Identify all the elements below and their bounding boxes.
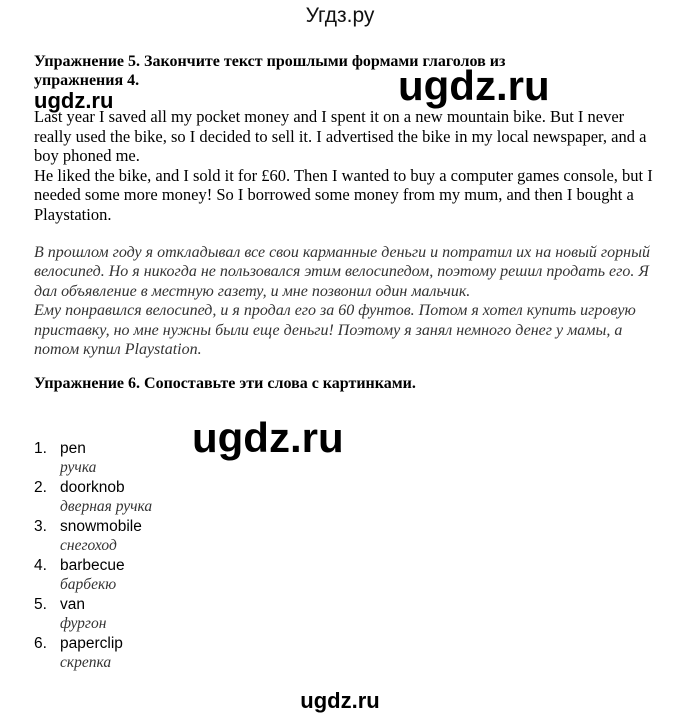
english-paragraph-2: He liked the bike, and I sold it for £60. Then I wanted to buy a computer games console, but I needed some more money! So I borrowed some money from my mum, and then I bought a Playstation. [34,165,653,224]
item-translation: ручка [60,459,97,476]
english-paragraph-1: Last year I saved all my pocket money and I spent it on a new mountain bike. But I never really used the bike, so I decided to sell it. I advertised the bike in my local newspaper, and a boy phoned me. [34,107,647,165]
item-word: van [60,596,85,613]
exercise-5-russian-text [34,243,654,359]
item-word: snowmobile [60,518,142,535]
item-translation: дверная ручка [60,498,153,515]
item-translation: снегоход [60,537,117,554]
watermark-large-middle: ugdz.ru [192,414,344,461]
exercise-5-english-text [34,107,654,224]
item-translation: барбекю [60,576,117,593]
item-word: paperclip [60,635,123,652]
item-number: 2. [34,479,47,496]
watermark-small: ugdz.ru [34,88,114,113]
item-number: 3. [34,518,47,535]
item-translation: скрепка [60,654,112,671]
item-number: 5. [34,596,47,613]
watermark-bottom: ugdz.ru [300,688,380,713]
item-number: 6. [34,635,47,652]
item-number: 4. [34,557,47,574]
exercise-6-heading: Упражнение 6. Сопоставьте эти слова с картинками. [34,375,416,392]
item-word: pen [60,440,86,457]
site-title: Угдз.ру [305,4,375,27]
item-number: 1. [34,440,47,457]
item-translation: фургон [60,615,107,632]
russian-paragraph-2: Ему понравился велосипед, и я продал его за 60 фунтов. Потом я хотел купить игровую приставку, но мне нужны были еще деньги! Поэтому я занял немного денег у мамы, а потом купил Playstation. [34,302,636,359]
item-word: doorknob [60,479,125,496]
russian-paragraph-1: В прошлом году я откладывал все свои карманные деньги и потратил их на новый горный велосипед. Но я никогда не пользовался этим велосипедом, поэтому решил продать его. Я дал объявление в местную газету, и мне позвонил один мальчик. [34,244,650,300]
item-word: barbecue [60,557,125,574]
exercise-5-heading: Упражнение 5. Закончите текст прошлыми формами глаголов из упражнения 4. [34,53,506,89]
watermark-large-top: ugdz.ru [398,62,550,109]
